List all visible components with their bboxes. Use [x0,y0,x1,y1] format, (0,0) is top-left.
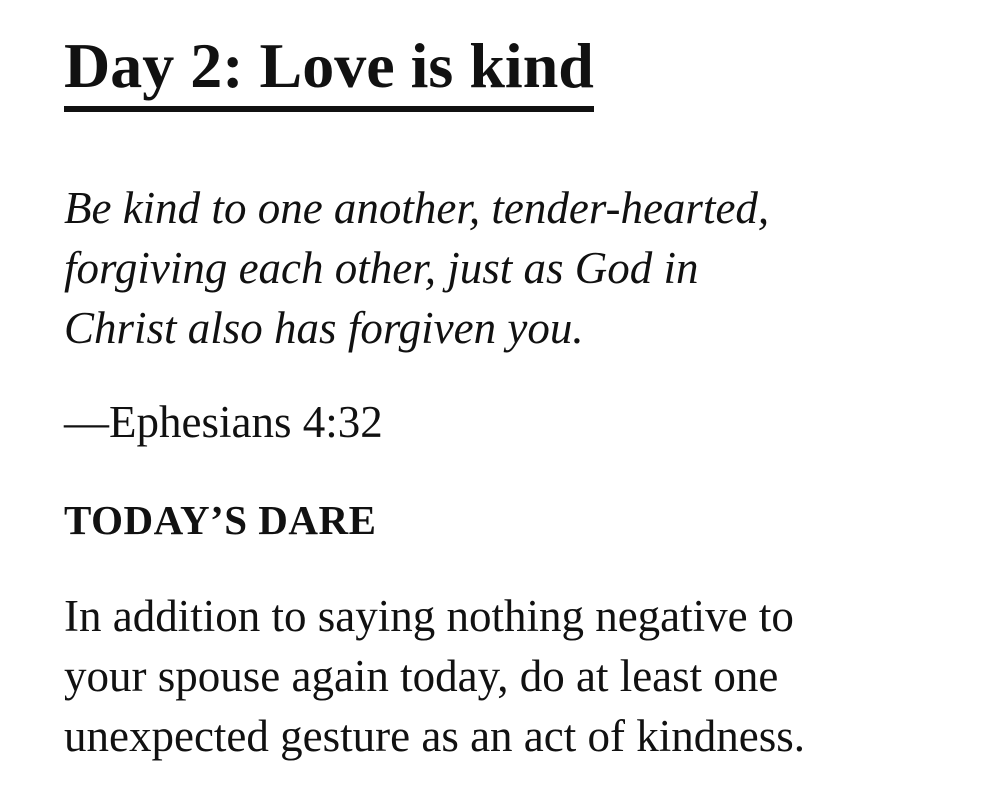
scripture-line: forgiving each other, just as God in [64,243,699,293]
dare-line: your spouse again today, do at least one [64,651,779,701]
scripture-reference: —Ephesians 4:32 [64,397,383,447]
scripture-quote [64,178,769,358]
scripture-line: Be kind to one another, tender-hearted, [64,183,770,233]
dare-heading: TODAY’S DARE [64,497,377,543]
dare-line: unexpected gesture as an act of kindness. [64,711,805,761]
page-title: Day 2: Love is kind [64,28,594,112]
scripture-line: Christ also has forgiven you. [64,303,584,353]
dare-line: In addition to saying nothing negative to [64,591,794,641]
dare-body [64,586,805,766]
